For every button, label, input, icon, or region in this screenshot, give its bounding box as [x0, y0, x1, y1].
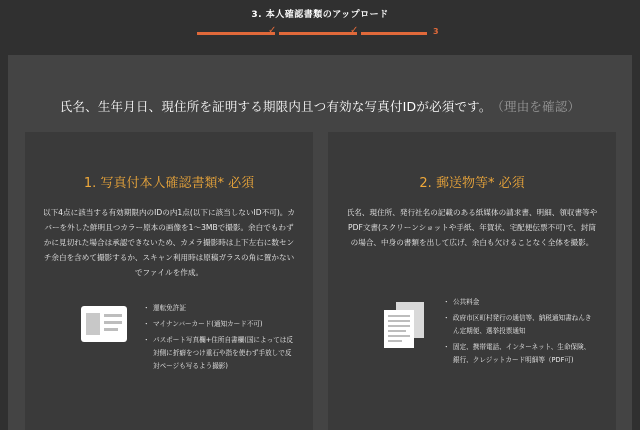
accepted-mail-list	[445, 296, 595, 370]
list-item: ・ マイナンバーカード(通知カード不可)	[145, 318, 295, 331]
card-description: 氏名、現住所、発行社名の記載のある紙媒体の請求書、明細、領収書等やPDF文書(スクリーンショットや手紙、年賀状、宅配便伝票不可)で、封筒の場合、中身の書類を出して広げ、余白も欠けることなく全体を撮影。	[346, 208, 598, 247]
check-icon: ✓	[350, 25, 359, 36]
documents-icon	[380, 300, 430, 354]
mail-document-card	[328, 132, 616, 430]
reason-link[interactable]: （理由を確認）	[497, 99, 581, 114]
accepted-id-list	[145, 302, 295, 376]
card-description: 以下4点に該当する有効期限内のIDの内1点(以下に該当しないID不可)。カバーを外した鮮明且つカラー原本の画像を1〜3MBで撮影。余白でもわずかに見切れた場合は承認できないため、カメラ撮影時は上下左右に数センチ余白を含めて撮影するか、スキャン利用時は原稿ガラスの角に置かないでファイルを作成。	[43, 208, 295, 277]
list-item: ・ 公共料金	[445, 296, 595, 309]
content-panel	[8, 55, 632, 430]
check-icon: ✓	[268, 25, 277, 36]
progress-segment-3	[361, 32, 427, 35]
intro-text	[8, 97, 632, 115]
intro-message: 氏名、生年月日、現住所を証明する期限内且つ有効な写真付IDが必須です。	[59, 99, 492, 114]
step-title: 3. 本人確認書類のアップロード	[251, 10, 389, 20]
list-item: ・ パスポート写真欄+住所自書欄(国によっては反対側に折癖をつけ重石や指を使わず手放しで反対ページも写るよう撮影)	[145, 334, 295, 373]
progress-segment-1	[197, 32, 275, 35]
card-title: 2. 郵送物等* 必須	[419, 176, 525, 191]
card-title: 1. 写真付本人確認書類* 必須	[83, 176, 255, 191]
progress-segment-2	[279, 32, 357, 35]
progress-indicator	[0, 26, 640, 40]
list-item: ・ 政府市区町村発行の通信等、納税通知書ねんきん定期便、選挙投票通知	[445, 312, 595, 338]
photo-id-card	[25, 132, 313, 430]
current-step-number: 3	[433, 27, 439, 36]
list-item: ・ 固定、携帯電話、インターネット、生命保険、銀行、クレジットカード明細等（PDF可)	[445, 341, 595, 367]
list-item: ・ 運転免許証	[145, 302, 295, 315]
id-card-icon	[80, 304, 128, 348]
